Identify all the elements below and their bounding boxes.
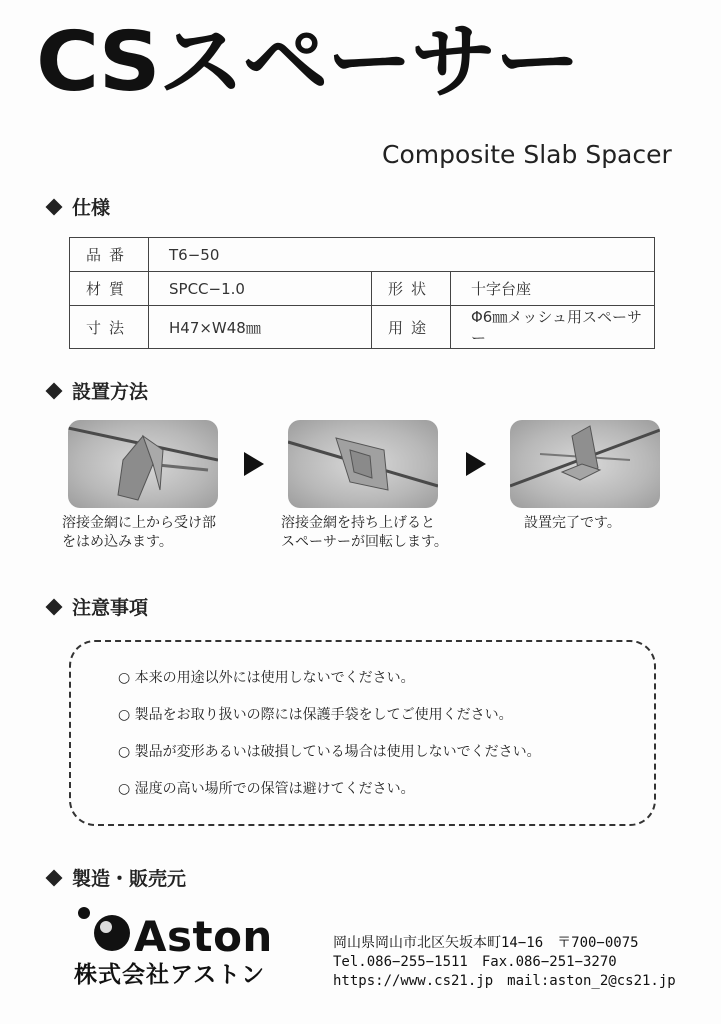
section-install-heading (48, 377, 148, 404)
step-arrow-icon (466, 452, 486, 476)
spec-value-dimensions: H47×W48㎜ (149, 306, 372, 349)
section-maker-heading (48, 864, 186, 891)
table-row (70, 272, 655, 306)
spec-value-part-number: T6−50 (149, 238, 655, 272)
install-caption-step1: 溶接金網に上から受け部 をはめ込みます。 (62, 515, 216, 550)
install-photo-step3 (510, 420, 660, 508)
install-caption-step2: 溶接金網を持ち上げると スペーサーが回転します。 (281, 515, 448, 550)
step-arrow-icon (244, 452, 264, 476)
company-phone-fax: Tel.086−255−1511 Fax.086−251−3270 (333, 954, 617, 970)
spec-label-dimensions: 寸法 (70, 306, 149, 349)
section-install-label: 設置方法 (72, 381, 149, 403)
table-row (70, 306, 655, 349)
company-web-mail: https://www.cs21.jp mail:aston_2@cs21.jp (333, 973, 676, 989)
spec-label-usage: 用途 (372, 306, 451, 349)
page-subtitle: Composite Slab Spacer (382, 140, 672, 169)
spec-value-shape: 十字台座 (451, 272, 655, 306)
diamond-bullet-icon (46, 598, 63, 615)
section-maker-label: 製造・販売元 (72, 868, 187, 890)
install-caption-step3: 設置完了です。 (524, 515, 621, 531)
caution-item: ○ 製品が変形あるいは破損している場合は使用しないでください。 (118, 744, 541, 760)
page-title: CSスペーサー (36, 15, 579, 110)
diamond-bullet-icon (46, 198, 63, 215)
caution-item: ○ 製品をお取り扱いの際には保護手袋をしてご使用ください。 (118, 707, 513, 723)
diamond-bullet-icon (46, 869, 63, 886)
table-row (70, 238, 655, 272)
spec-label-part-number: 品番 (70, 238, 149, 272)
section-spec-label: 仕様 (72, 197, 111, 219)
install-photo-step1 (68, 420, 218, 508)
diamond-bullet-icon (46, 382, 63, 399)
section-spec-heading (48, 193, 110, 220)
spec-table (69, 237, 655, 349)
company-address: 岡山県岡山市北区矢坂本町14−16 〒700−0075 (333, 935, 639, 951)
section-caution-label: 注意事項 (72, 597, 149, 619)
aston-logo-icon (76, 905, 132, 959)
caution-item: ○ 湿度の高い場所での保管は避けてください。 (118, 781, 415, 797)
spec-label-material: 材質 (70, 272, 149, 306)
company-logo-word: Aston (134, 912, 273, 961)
install-photo-step2 (288, 420, 438, 508)
company-name: 株式会社アストン (74, 962, 266, 988)
section-caution-heading (48, 593, 148, 620)
spec-label-shape: 形状 (372, 272, 451, 306)
spec-value-usage: Φ6㎜メッシュ用スペーサー (451, 306, 655, 349)
caution-item: ○ 本来の用途以外には使用しないでください。 (118, 670, 415, 686)
spec-value-material: SPCC−1.0 (149, 272, 372, 306)
